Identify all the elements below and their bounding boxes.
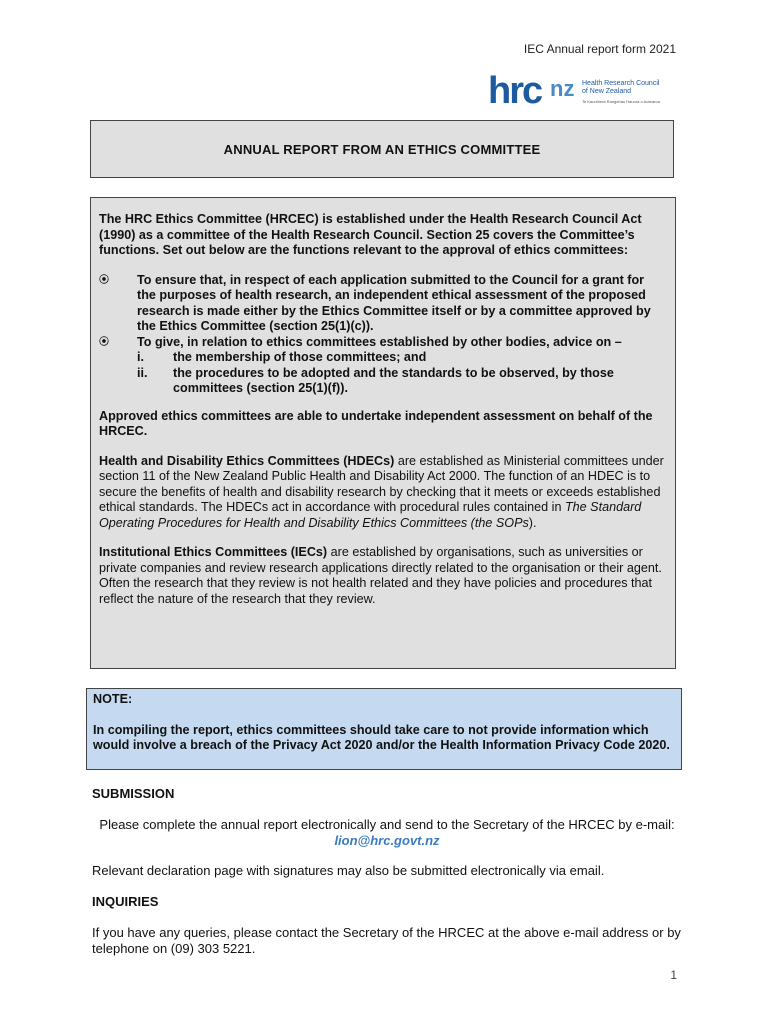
bullet-icon: ⦿ (99, 336, 109, 348)
logo-nz-text: nz (550, 76, 575, 101)
submission-text (92, 817, 682, 849)
hdec-text1: are established as Ministerial committees under section 11 of the New Zealand Public Health and Disability Act 2000. The function of an HDEC is to secure the benefits of health and disability research by checking that it meets or exceeds established ethical standards. The HDECs act in accordance with procedural rules contained in (99, 453, 664, 514)
iec-text: are established by organisations, such as universities or private companies and review research applications directly related to the organisation or their agent. Often the research that they review is not health related and they have policies and procedures that reflect the nature of the research that they review. (99, 545, 662, 606)
page-number: 1 (670, 968, 677, 982)
form-title: IEC Annual report form 2021 (523, 42, 676, 56)
submission-heading: SUBMISSION (92, 786, 175, 801)
bullet-item (99, 335, 665, 351)
logo-tagline: Te Kaunihera Rangahau Hauora o Aotearoa (582, 99, 660, 104)
logo-org-name (582, 80, 672, 96)
hdec-lead: Health and Disability Ethics Committees (HDECs) (99, 453, 395, 468)
declaration-text: Relevant declaration page with signatures may also be submitted electronically via email. (92, 863, 605, 878)
email-link[interactable]: lion@hrc.govt.nz (334, 833, 440, 848)
bullet-text: To ensure that, in respect of each application submitted to the Council for a grant for the purposes of health research, an independent ethical assessment of the proposed research is made either by the Ethics Committee itself or by a committee approved by the Ethics Committee (section 25(1)(c)). (137, 272, 651, 333)
sub-item-number: ii. (137, 365, 148, 380)
inquiries-heading: INQUIRIES (92, 894, 159, 909)
page-title: ANNUAL REPORT FROM AN ETHICS COMMITTEE (90, 120, 674, 178)
hdec-text2: ). (528, 515, 537, 530)
sub-list-item (99, 366, 665, 397)
bullet-text: To give, in relation to ethics committees established by other bodies, advice on – (137, 334, 622, 349)
iec-lead: Institutional Ethics Committees (IECs) (99, 545, 328, 559)
note-text: In compiling the report, ethics committees should take care to not provide information which would involve a breach of the Privacy Act 2020 and/or the Health Information Privacy Code 2020. (93, 722, 670, 752)
logo-org-line1: Health Research Council (582, 80, 660, 87)
hdec-sop-title: The Standard Operating Procedures for Health and Disability Ethics Committees (the SOPs (99, 500, 642, 530)
info-box (90, 197, 676, 669)
intro-text: The HRC Ethics Committee (HRCEC) is established under the Health Research Council Act (1990) as a committee of the Health Research Council. Section 25 covers the Committee’s functions. Set out below are the functions relevant to the approval of ethics committees: (99, 212, 642, 257)
bullet-icon: ⦿ (99, 274, 109, 286)
note-label: NOTE: (93, 692, 133, 706)
sub-list-item (99, 350, 665, 366)
logo-org-line2: of New Zealand (582, 88, 632, 95)
iec-paragraph (99, 545, 665, 607)
sub-item-text: the procedures to be adopted and the standards to be observed, by those committees (section 25(1)(f)). (173, 365, 614, 395)
note-box (86, 688, 682, 770)
hdec-paragraph (99, 454, 665, 532)
sub-item-text: the membership of those committees; and (173, 350, 427, 364)
bullet-item (99, 273, 665, 335)
submission-instructions: Please complete the annual report electronically and send to the Secretary of the HRCEC by e-mail: (99, 817, 675, 832)
sub-item-number: i. (137, 350, 144, 364)
approved-text: Approved ethics committees are able to undertake independent assessment on behalf of the HRCEC. (99, 408, 653, 438)
inquiries-text: If you have any queries, please contact the Secretary of the HRCEC at the above e-mail address or by telephone on (09) 303 5221. (92, 925, 681, 956)
logo-hrc-text: hrc (488, 70, 542, 112)
hrc-logo (488, 70, 678, 112)
